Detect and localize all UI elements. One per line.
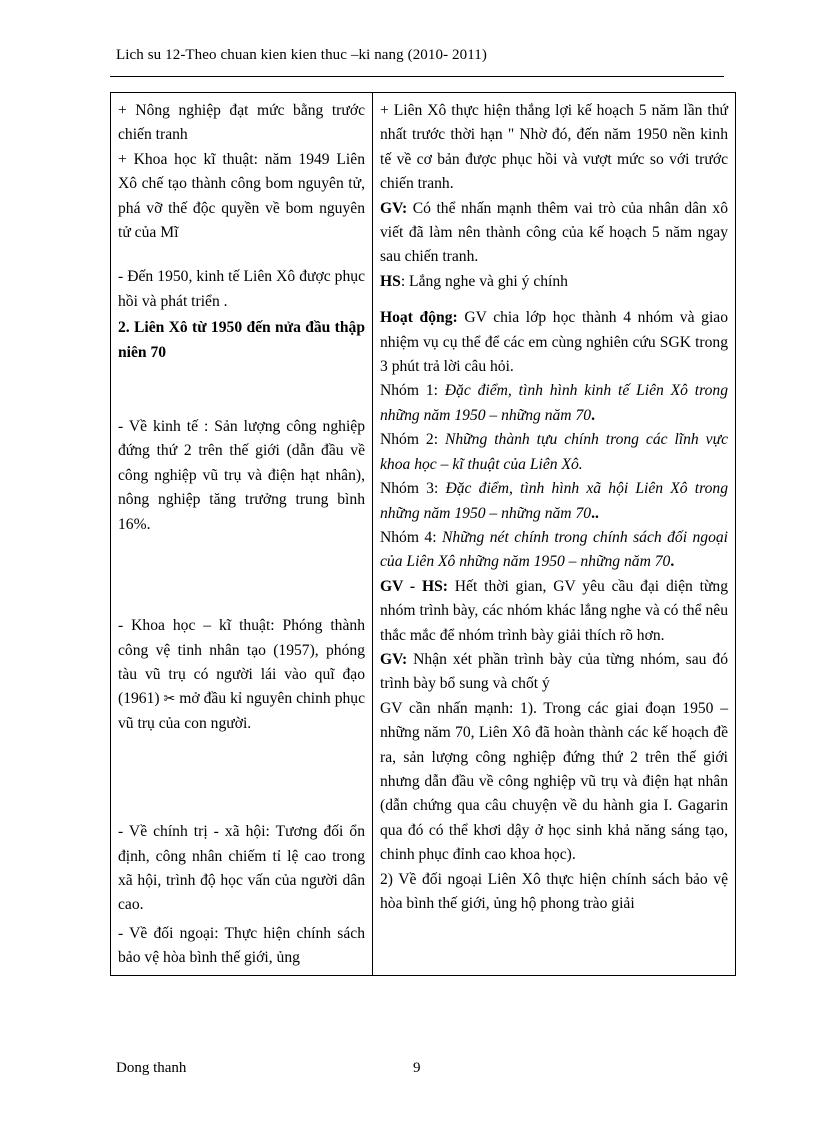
group-1-task: Đặc điểm, tình hình kinh tế Liên Xô trong những năm 1950 – những năm 70: [380, 382, 729, 424]
gv-hs-text: Hết thời gian, GV yêu cầu đại diện từng nhóm trình bày, các nhóm khác lắng nghe và có thể nêu thắc mắc để nhóm trình bày giải thích rõ hơn.: [380, 577, 729, 644]
emphasis-text: GV cần nhấn mạnh: 1). Trong các giai đoạn 1950 – những năm 70, Liên Xô đã hoàn thành các kế hoạch đề ra, sản lượng công nghiệp đứng thứ 2 trên thế giới nhưng dẫn đầu về công nghiệp vũ trụ và điện hạt nhân (dẫn chứng qua câu chuyện về du hành gia I. Gagarin qua đó có thể khơi dậy ở học sinh khả năng sáng tạo, chinh phục đỉnh cao khoa học).: [380, 699, 728, 864]
group-2-task: Những thành tựu chính trong các lĩnh vực khoa học – kĩ thuật của Liên Xô.: [380, 431, 728, 473]
section-heading: 2. Liên Xô từ 1950 đến nửa đầu thập niên 70: [118, 319, 365, 361]
group-4: [380, 526, 728, 575]
group-4-task: Những nét chính trong chính sách đối ngoại của Liên Xô những năm 1950 – những năm 70: [380, 528, 728, 571]
group-4-label: Nhóm 4:: [380, 528, 443, 546]
hs-label: HS: [380, 272, 401, 290]
header-rule: [110, 76, 724, 77]
group-3-label: Nhóm 3:: [380, 480, 446, 498]
gv-label-2: GV:: [380, 650, 408, 668]
group-2: [380, 428, 728, 477]
group-3: [380, 477, 728, 526]
hs-note: [380, 270, 728, 294]
science-text-b: mở đầu kỉ nguyên chinh phục vũ trụ của con người.: [118, 690, 366, 732]
gv-label: GV:: [380, 199, 408, 217]
group-1: [380, 379, 728, 428]
lesson-table: [110, 92, 736, 976]
hs-note-text: : Lắng nghe và ghi ý chính: [400, 272, 568, 290]
science-text-a: - Khoa học – kĩ thuật: Phóng thành công vệ tinh nhân tạo (1957), phóng tàu vũ trụ có người lái vào quĩ đạo (1961): [118, 617, 365, 708]
activity-column: [373, 93, 736, 976]
politics-text: - Về chính trị - xã hội: Tương đối ổn định, công nhân chiếm tỉ lệ cao trong xã hội, trình độ học vấn của người dân cao.: [118, 823, 365, 914]
scissors-icon: ✂: [163, 691, 176, 708]
economy-1950-text: - Đến 1950, kinh tế Liên Xô được phục hồi và phát triển .: [118, 268, 365, 310]
group-1-end: .: [591, 406, 595, 424]
content-column: [111, 93, 373, 976]
gv-note-2-text: Nhận xét phần trình bày của từng nhóm, sau đó trình bày bổ sung và chốt ý: [380, 650, 728, 693]
foreign-policy-text: - Về đối ngoại: Thực hiện chính sách bảo vệ hòa bình thế giới, ủng: [118, 924, 365, 967]
foreign-policy-note: 2) Về đối ngoại Liên Xô thực hiện chính sách bảo vệ hòa bình thế giới, ủng hộ phong trào giải: [380, 870, 728, 912]
plan-text: + Liên Xô thực hiện thắng lợi kế hoạch 5 năm lần thứ nhất trước thời hạn " Nhờ đó, đến năm 1950 nền kinh tế về cơ bản được phục hồi và vượt mức so với trước chiến tranh.: [380, 102, 728, 193]
page-number: 9: [413, 1060, 421, 1076]
footer-author: Dong thanh: [116, 1060, 187, 1076]
agriculture-text: + Nông nghiệp đạt mức bằng trước chiến tranh: [118, 102, 365, 144]
group-2-label: Nhóm 2:: [380, 431, 445, 449]
gv-note-1: [380, 197, 728, 270]
economy-text: - Về kinh tế : Sản lượng công nghiệp đứng thứ 2 trên thế giới (dẫn đầu về công nghiệp vũ trụ và điện hạt nhân), nông nghiệp tăng trưởng trung bình 16%.: [118, 418, 365, 533]
gv-note-2: [380, 648, 728, 697]
gv-note-1-text: Có thể nhấn mạnh thêm vai trò của nhân dân xô viết đã làm nên thành công của kế hoạch 5 năm ngay sau chiến tranh.: [380, 199, 728, 266]
table-row: [111, 93, 736, 976]
group-3-task: Đặc điểm, tình hình xã hội Liên Xô trong những năm 1950 – những năm 70: [380, 480, 728, 522]
activity-text: [380, 306, 728, 379]
science-1949-text: + Khoa học kĩ thuật: năm 1949 Liên Xô chế tạo thành công bom nguyên tử, phá vỡ thế độc quyền về bom nguyên tử của Mĩ: [118, 150, 365, 242]
activity-body: GV chia lớp học thành 4 nhóm và giao nhiệm vụ cụ thể để các em cùng nghiên cứu SGK trong 3 phút trả lời câu hỏi.: [380, 309, 728, 376]
group-4-end: .: [670, 553, 675, 571]
group-3-end: ..: [591, 504, 599, 522]
group-1-label: Nhóm 1:: [380, 382, 445, 400]
page-header: Lich su 12-Theo chuan kien kien thuc –ki nang (2010- 2011): [116, 47, 487, 63]
gv-hs-note: [380, 575, 728, 648]
science-text: [118, 614, 365, 736]
activity-label: Hoạt động:: [380, 309, 458, 327]
gv-hs-label: GV - HS:: [380, 577, 448, 595]
